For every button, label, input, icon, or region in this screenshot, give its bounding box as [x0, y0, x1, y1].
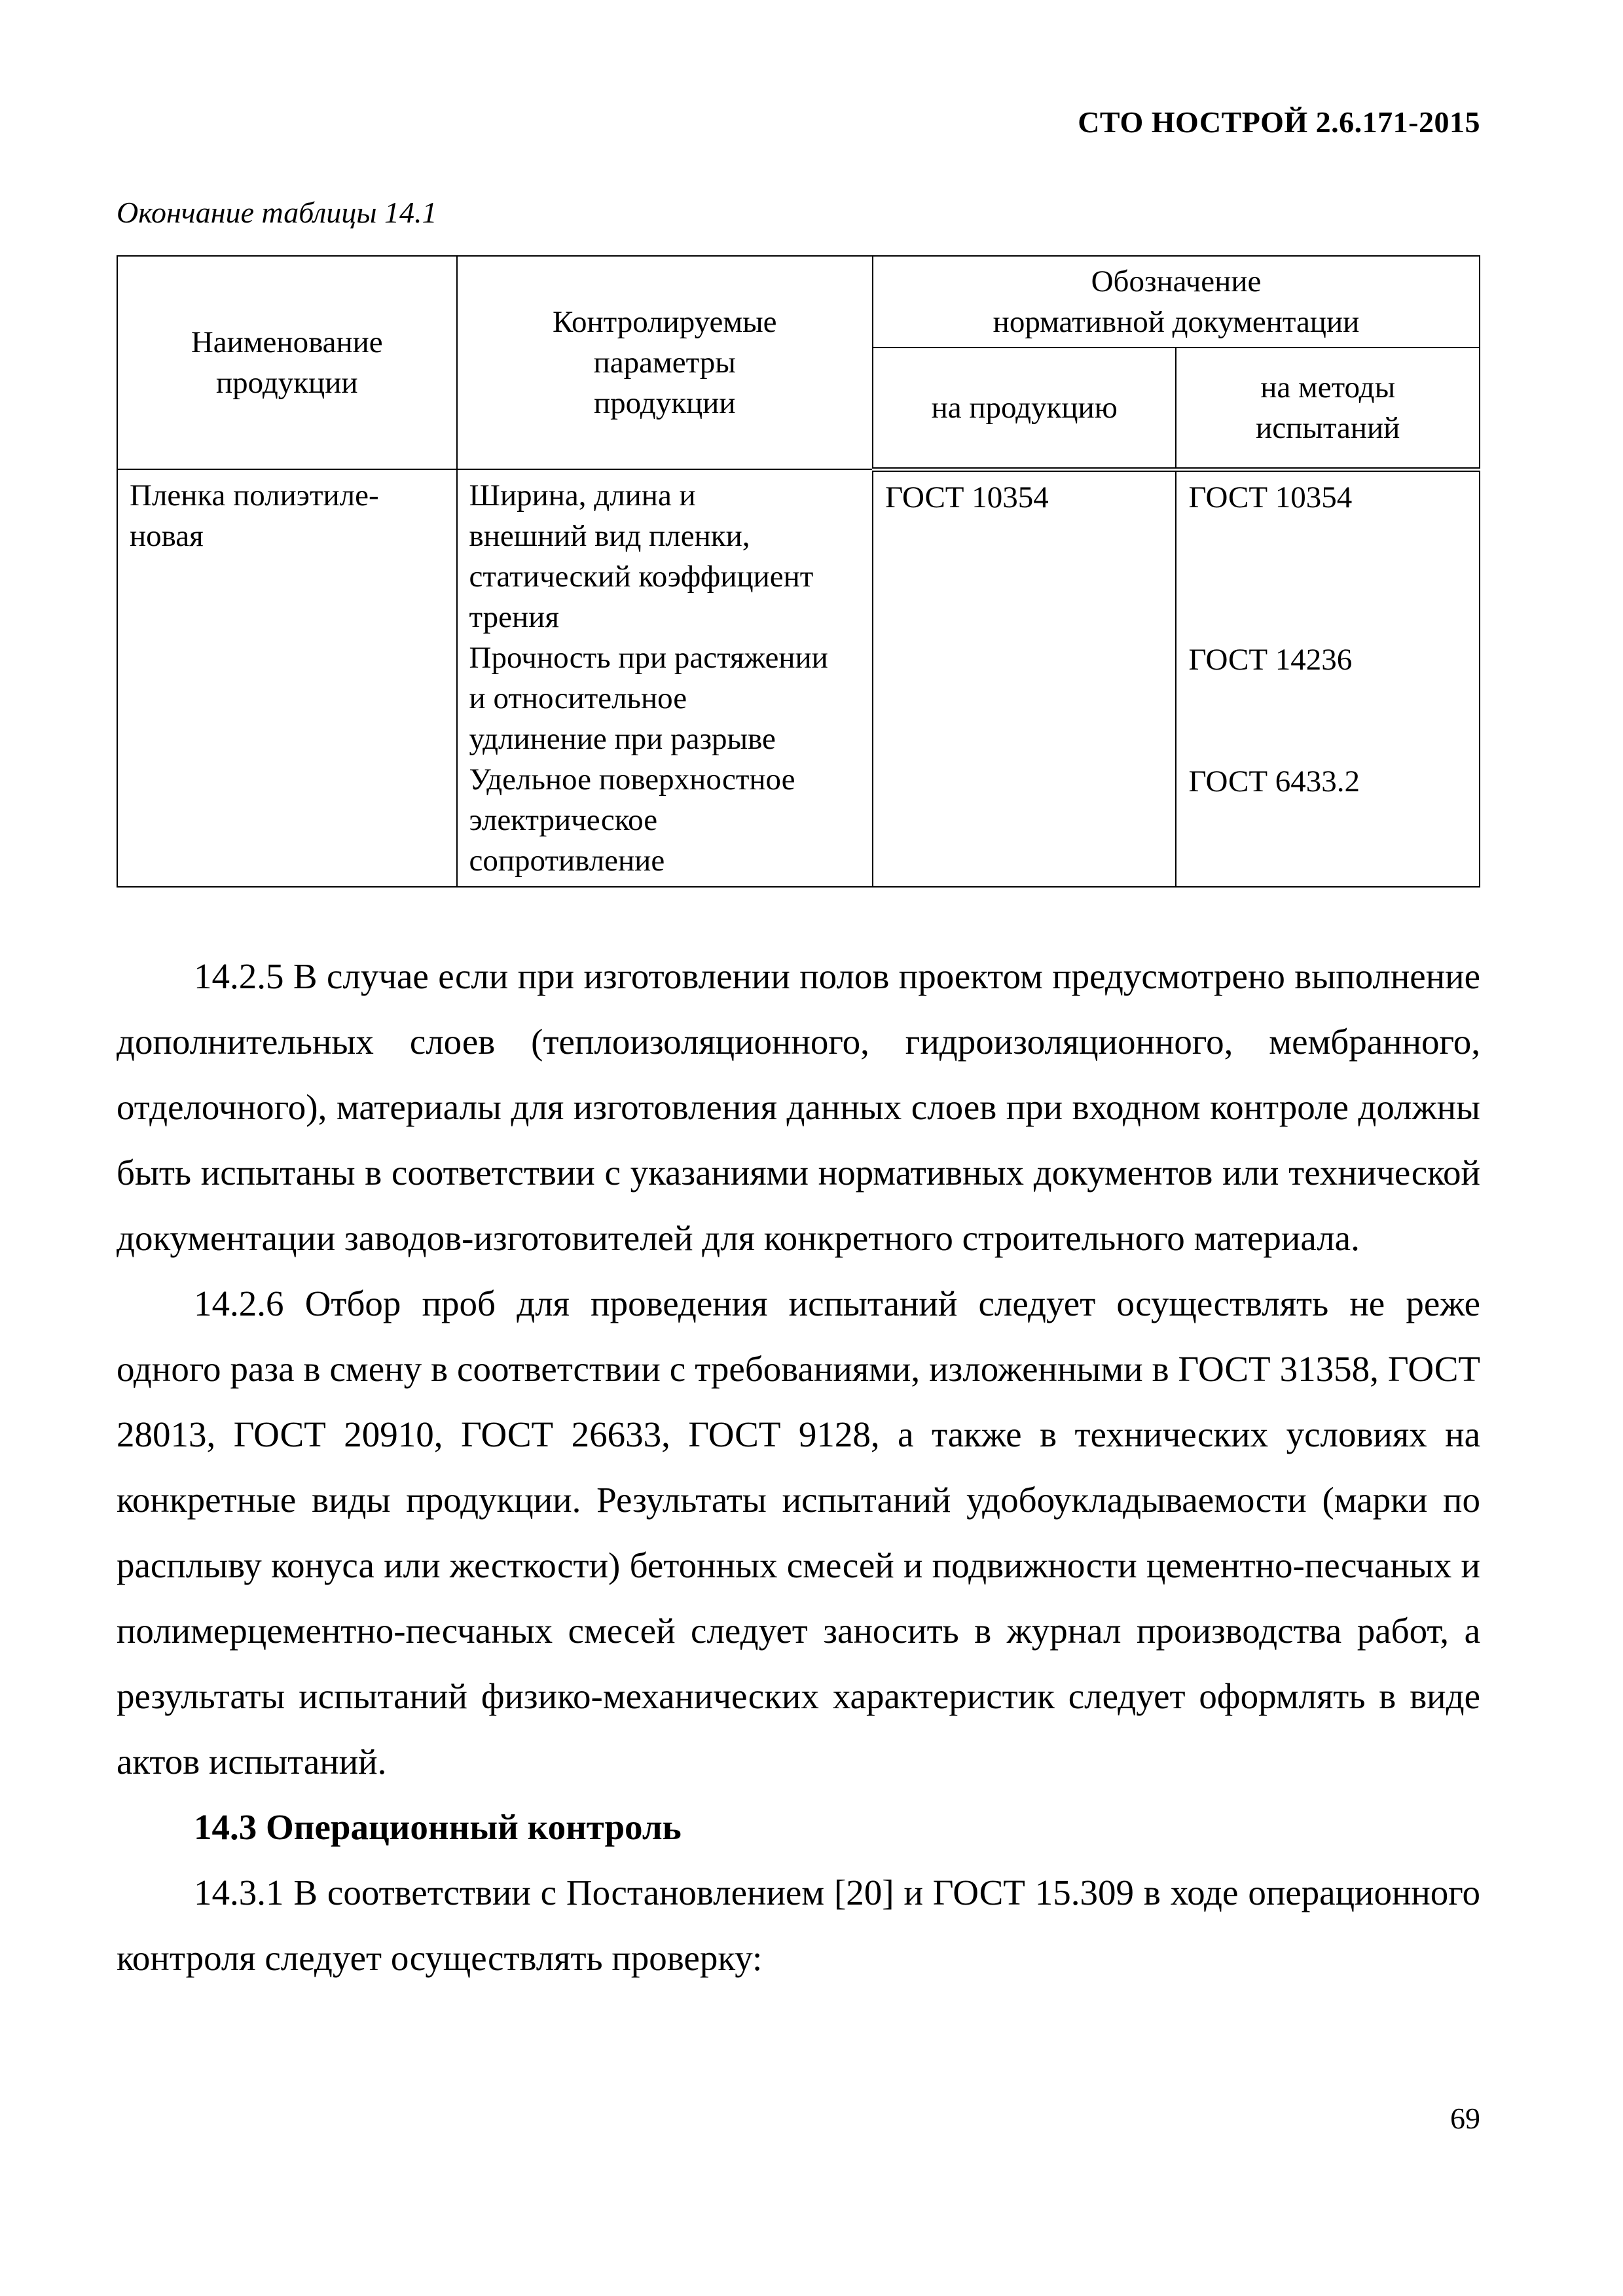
body-text — [117, 944, 1480, 1991]
header-text: Обозначение — [1091, 264, 1262, 298]
header-text: Наименование — [191, 325, 383, 359]
parameter-group — [469, 637, 862, 759]
cell-text: электрическое — [469, 803, 658, 837]
cell-product-doc — [873, 469, 1176, 887]
document-code-header: СТО НОСТРОЙ 2.6.171-2015 — [1078, 105, 1480, 139]
header-text: параметры — [593, 346, 736, 380]
header-text: на продукцию — [931, 390, 1118, 425]
cell-method-docs — [1176, 469, 1480, 887]
specification-table — [117, 255, 1480, 888]
cell-text: ГОСТ 10354 — [1188, 480, 1353, 514]
cell-text: сопротивление — [469, 844, 665, 878]
parameter-group — [469, 475, 862, 637]
table-row — [117, 469, 1480, 887]
cell-text: внешний вид пленки, — [469, 519, 750, 553]
header-text: продукции — [216, 366, 358, 400]
cell-text: ГОСТ 14236 — [1188, 642, 1353, 677]
cell-text: Удельное поверхностное — [469, 762, 795, 797]
header-text: на методы — [1260, 370, 1396, 404]
cell-text: Ширина, длина и — [469, 478, 696, 512]
cell-text: Прочность при растяжении — [469, 641, 828, 675]
header-product-name — [117, 256, 457, 469]
cell-text: ГОСТ 6433.2 — [1188, 764, 1360, 798]
paragraph-14-2-6: 14.2.6 Отбор проб для проведения испытаний следует осуществлять не реже одного раза в смену в соответствии с требованиями, изложенными в ГОСТ 31358, ГОСТ 28013, ГОСТ 20910, ГОСТ 26633, ГОСТ 9128, а также в технических условиях на конкретные виды продукции. Результаты испытаний удобоукладываемости (марки по расплыву конуса или жесткости) бетонных смесей и подвижности цементно-песчаных и полимерцементно-песчаных смесей следует заносить в журнал производства работ, а результаты испытаний физико-механических характеристик следует оформлять в виде актов испытаний. — [117, 1283, 1480, 1782]
header-text: Контролируемые — [552, 305, 777, 339]
header-text: продукции — [593, 386, 736, 420]
paragraph-14-3-1: 14.3.1 В соответствии с Постановлением [20] и ГОСТ 15.309 в ходе операционного контроля следует осуществлять проверку: — [117, 1873, 1480, 1978]
section-title: 14.3 Операционный контроль — [194, 1807, 682, 1847]
spacer — [1188, 518, 1468, 639]
header-normative-docs — [873, 256, 1480, 348]
paragraph-14-2-5: 14.2.5 В случае если при изготовлении полов проектом предусмотрено выполнение дополнительных слоев (теплоизоляционного, гидроизоляционного, мембранного, отделочного), материалы для изготовления данных слоев при входном контроле должны быть испытаны в соответствии с указаниями нормативных документов или технической документации заводов-изготовителей для конкретного строительного материала. — [117, 956, 1480, 1258]
cell-text: трения — [469, 600, 559, 634]
header-for-product — [873, 348, 1176, 469]
header-for-test-methods — [1176, 348, 1480, 469]
cell-text: статический коэффициент — [469, 560, 814, 594]
cell-parameters — [457, 469, 873, 887]
table-caption: Окончание таблицы 14.1 — [117, 196, 437, 229]
cell-text: удлинение при разрыве — [469, 722, 776, 756]
parameter-group — [469, 759, 862, 881]
header-controlled-params — [457, 256, 873, 469]
header-text: испытаний — [1256, 410, 1400, 445]
spacer — [1188, 680, 1468, 761]
cell-text: ГОСТ 10354 — [884, 480, 1049, 514]
header-text: нормативной документации — [993, 305, 1360, 339]
page-number: 69 — [1450, 2102, 1480, 2135]
cell-product-name — [117, 469, 457, 887]
cell-text: и относительное — [469, 681, 687, 715]
cell-text: Пленка полиэтиле- — [130, 478, 379, 512]
cell-text: новая — [130, 519, 204, 553]
